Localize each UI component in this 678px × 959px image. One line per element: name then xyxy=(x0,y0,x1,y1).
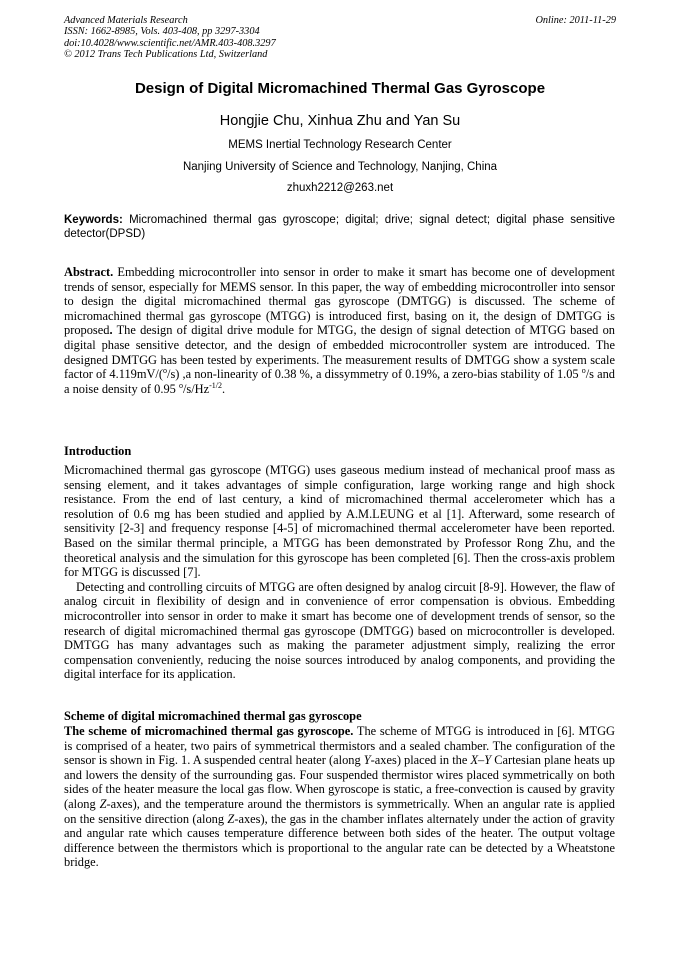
scheme-text-4: -axes), and the temperature around the thermistors is symmetrically. When an angular rate is applied on the sensitive direction (along xyxy=(64,796,615,826)
affiliation-center: MEMS Inertial Technology Research Center xyxy=(228,139,452,151)
abstract-text-5: /s/Hz xyxy=(182,381,210,396)
keywords-label: Keywords: xyxy=(64,214,123,226)
degree-sup-1: o xyxy=(163,366,167,376)
paper-authors: Hongjie Chu, Xinhua Zhu and Yan Su xyxy=(219,113,461,129)
scheme-text-2: -axes) placed in the xyxy=(370,753,471,768)
degree-sup-2: o xyxy=(581,366,586,376)
journal-name: Advanced Materials Research xyxy=(64,15,188,26)
copyright-line: © 2012 Trans Tech Publications Ltd, Switzerland xyxy=(64,48,268,60)
introduction-heading: Introduction xyxy=(64,444,132,458)
introduction-paragraph-1: Micromachined thermal gas gyroscope (MTGG) uses gaseous medium instead of mechanical proof mass as sensing element, and it takes advantages of simple configuration, large working range and high shock resistance. From the end of last century, a kind of micromachined thermal accelerometer which has a resolution of 0.6 mg has been studied and applied by A.M.LEUNG et al [1]. Afterward, some research of sensitivity [2-3] and frequency response [4-5] of micromachined thermal accelerometer have been reported. Based on the similar thermal principle, a MTGG has been demonstrated by Professor Rong Zhu, and the theoretical analysis and the simulation for this gyroscope has been completed [6]. Then the cross-axis problem for MTGG is discussed [7]. xyxy=(64,463,615,580)
degree-sup-3: o xyxy=(178,380,183,390)
introduction-paragraph-2: Detecting and controlling circuits of MTGG are often designed by analog circuit [8-9]. However, the flaw of analog circuit in flexibility of design and in convenience of error compensation is obvious. Embedding microcontroller into sensor in order to make it smart has become one of development trends of sensor, so the research of digital micromachined thermal gas gyroscope (DMTGG) based on microcontroller is developed. DMTGG has many advantages such as making the parameter adjustment simply, realizing the error compensation conveniently, reducing the noise sources introduced by analog components, and providing the digital interface for its application. xyxy=(64,579,615,682)
journal-header xyxy=(64,15,616,60)
abstract-text-4: /s and a noise density of 0.95 xyxy=(64,367,615,396)
y-axis-label: Y xyxy=(363,753,371,768)
abstract-text-1: Embedding microcontroller into sensor in order to make it smart has become one of development trends of sensor, especially for MEMS sensor. In this paper, the way of embedding microcontroller into sensor to design the digital micromachined thermal gas gyroscope (DMTGG) is discussed. The scheme of micromachined thermal gas gyroscope (MTGG) is introduced first, basing on it, the design of DMTGG is proposed xyxy=(64,265,615,338)
issn-line: ISSN: 1662-8985, Vols. 403-408, pp 3297-3304 xyxy=(64,26,260,38)
scheme-text-1: The scheme of MTGG is introduced in [6]. MTGG is comprised of a heater, two pairs of symmetrical thermistors and a sealed chamber. The configuration of the sensor is shown in Fig. 1. A suspended central heater (along xyxy=(64,724,615,768)
z-axis-label-1: Z xyxy=(99,796,107,811)
abstract-block: Abstract. Embedding microcontroller into sensor in order to make it smart has become one of development trends of sensor, especially for MEMS sensor. In this paper, the way of embedding microcontroller into sensor to design the digital micromachined thermal gas gyroscope (DMTGG) is discussed. The scheme of micromachined thermal gas gyroscope (MTGG) is introduced first, basing on it, the design of DMTGG is proposed. The design of digital drive module for MTGG, the design of signal detection of MTGG based on digital phase sensitive detector, and the design of embedded microcontroller system are introduced. The designed DMTGG has been tested by experiments. The measurement results of DMTGG show a system scale factor of 4.119mV/($^o$/s) ,a non-linearity of 0.38 %, a dissymmetry of 0.19%, a zero-bias stability of 1.05 $^o$/s and a noise density of 0.95 $^o/s/Hz^{-1/2}$. xyxy=(64,265,615,396)
scheme-section-heading: Scheme of digital micromachined thermal gas gyroscope xyxy=(64,709,362,723)
doi-line: doi:10.4028/www.scientific.net/AMR.403-408.3297 xyxy=(64,37,276,49)
introduction-body xyxy=(64,463,615,682)
paper-title: Design of Digital Micromachined Thermal Gas Gyroscope xyxy=(134,80,546,97)
affiliation-university: Nanjing University of Science and Technology, Nanjing, China xyxy=(182,161,498,173)
abstract-label: Abstract. xyxy=(64,265,114,279)
keywords-text: Micromachined thermal gas gyroscope; digital; drive; signal detect; digital phase sensitive detector(DPSD) xyxy=(64,214,615,240)
online-date: Online: 2011-11-29 xyxy=(535,15,616,26)
abstract-text-2: The design of digital drive module for MTGG, the design of signal detection of MTGG based on digital phase sensitive detector, and the design of embedded microcontroller system are introduced. The designed DMTGG has been tested by experiments. The measurement results of DMTGG show a system scale factor of 4.119mV/( xyxy=(64,323,615,382)
xy-plane-label: X–Y xyxy=(470,753,492,768)
abstract-text-3: /s) ,a non-linearity of 0.38 %, a dissymmetry of 0.19%, a zero-bias stability of 1.05 xyxy=(167,367,582,382)
scheme-text-5: -axes), the gas in the chamber inflates alternately under the action of gravity and angular rate which causes temperature difference between both sides of the heater. The output voltage difference between the thermistors which is proportional to the angular rate can be detected by a Wheatstone bridge. xyxy=(64,811,615,870)
scheme-body xyxy=(64,724,615,870)
z-axis-label-2: Z xyxy=(227,811,235,826)
keywords-block xyxy=(64,213,615,241)
hz-exponent: -1/2 xyxy=(209,380,222,390)
scheme-subheading: The scheme of micromachined thermal gas gyroscope. xyxy=(64,724,354,738)
scheme-text-3: Cartesian plane heats up and lowers the density of the surrounding gas. Four suspended thermistor wires placed symmetrically on both sides of the heater measure the local gas flow. When gyroscope is static, a free-convection is caused by gravity (along xyxy=(64,753,615,811)
author-email: zhuxh2212@263.net xyxy=(286,182,394,194)
abstract-text-6: . xyxy=(222,381,226,396)
scheme-paragraph xyxy=(64,724,615,870)
